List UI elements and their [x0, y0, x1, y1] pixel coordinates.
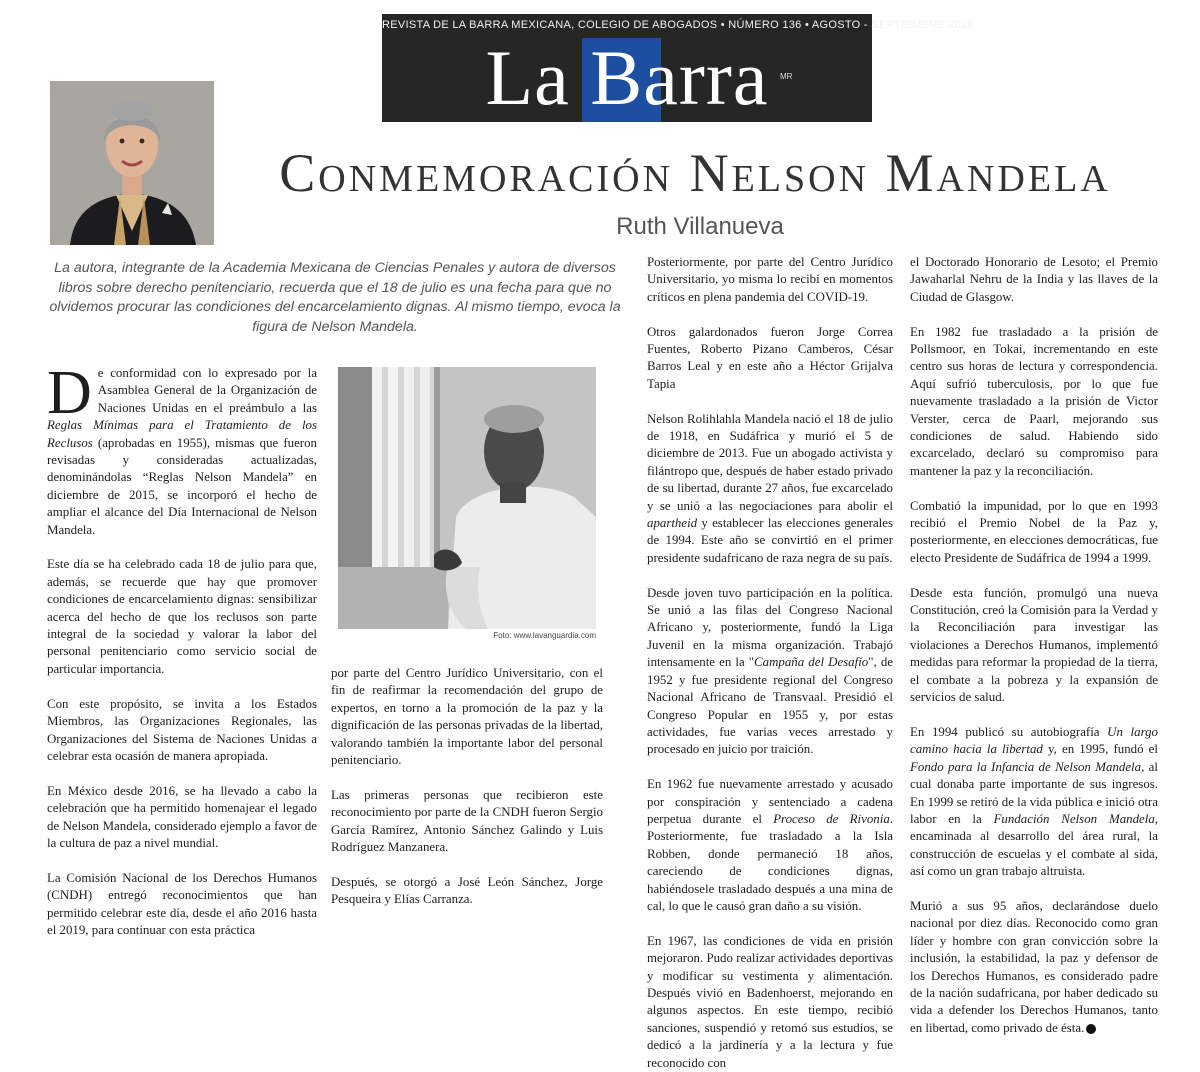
- magazine-logo: La Barra: [485, 34, 769, 121]
- article-title: Conmemoración Nelson Mandela: [279, 143, 1111, 203]
- col4-paragraph-3: Combatió la impunidad, por lo que en 1993 recibió el Premio Nobel de la Paz y, posteriormente, en elecciones democráticas, fue electo Presidente de Sudáfrica de 1994 a 1999.: [910, 498, 1158, 565]
- col3-p5-text-b: . Posteriormente, fue trasladado a la Isla Robben, donde permaneció 18 años, careciendo de condiciones dignas, habiéndosele trasladado después a una mina de cal, lo que le causó gran daño a su visión.: [647, 811, 894, 913]
- trademark-mark: MR: [780, 72, 793, 81]
- col4-p5-italic-2: Fondo para la Infancia de Nelson Mandela: [910, 759, 1142, 774]
- col1-p1-text-a: e conformidad con lo expresado por la Asamblea General de la Organización de Naciones Unidas en el preámbulo a las: [97, 366, 317, 415]
- article-intro: La autora, integrante de la Academia Mexicana de Ciencias Penales y autora de diversos libros sobre derecho penitenciario, recuerda que el 18 de julio es una fecha para que no olvidemos procurar las condiciones del encarcelamiento dignas. Al mismo tiempo, evoca la figura de Nelson Mandela.: [49, 260, 621, 335]
- col3-paragraph-5: [647, 776, 893, 915]
- end-of-article-icon: [1086, 1024, 1096, 1034]
- masthead-issue-line: REVISTA DE LA BARRA MEXICANA, COLEGIO DE ABOGADOS • NÚMERO 136 • AGOSTO - SEPTIEMBRE 2026: [382, 19, 975, 31]
- col1-paragraph-5: La Comisión Nacional de los Derechos Humanos (CNDH) entregó reconocimientos que han permitido celebrar este día, desde el año 2016 hasta el 2019, para continuar con esta práctica: [47, 870, 317, 937]
- col4-p5-text-b: y, en 1995, fundó el: [1042, 742, 1158, 757]
- col2-paragraph-2: Las primeras personas que recibieron este reconocimiento por parte de la CNDH fueron Sergio García Ramírez, Antonio Sánchez Galindo y Luis Rodríguez Manzanera.: [331, 787, 603, 855]
- col1-p1-italic: Reglas Mínimas para el Tratamiento de los Reclusos: [47, 418, 317, 450]
- col2-paragraph-1: por parte del Centro Jurídico Universitario, con el fin de reafirmar la recomendación del grupo de expertos, en torno a la promoción de la paz y la dignificación de las personas privadas de la libertad, valorando también la importante labor del personal penitenciario.: [331, 666, 603, 768]
- col1-paragraph-1: [47, 359, 317, 539]
- col4-p5-italic-1: Un largo camino hacia la libertad: [910, 724, 1159, 757]
- col4-paragraph-1: el Doctorado Honorario de Lesoto; el Premio Jawaharlal Nehru de la India y las llaves de la Ciudad de Glasgow.: [910, 255, 1158, 304]
- col4-p6-text: Murió a sus 95 años, declarándose duelo nacional por diez días. Reconocido como gran líder y hombre con gran convicción sobre la inclusión, la estabilidad, la paz y defensor de los Derechos Humanos, es considerado padre de la nación sudafricana, por haber dedicado su vida a defender los Derechos Humanos, tanto en libertad, como privado de ésta.: [910, 898, 1158, 1035]
- col3-paragraph-4: [647, 585, 893, 759]
- author-photo: [50, 81, 214, 245]
- col3-p5-text-a: En 1962 fue nuevamente arrestado y acusado por conspiración y sentenciado a cadena perpetua durante el: [647, 777, 893, 826]
- article-author: Ruth Villanueva: [616, 213, 784, 240]
- column-2: [331, 665, 603, 909]
- column-4: [910, 254, 1158, 1037]
- col3-paragraph-6: En 1967, las condiciones de vida en prisión mejoraron. Pudo realizar actividades deportivas y modificar su vestimenta y alimentación. Después vivió en Badenhoerst, mejorando en algunos aspectos. En este tiempo, recibió sanciones, suspendió y retomó sus estudios, se dedicó a la jardinería y a la lectura y fue reconocido con: [647, 933, 893, 1070]
- column-1: [47, 359, 317, 939]
- col3-paragraph-3: [647, 411, 893, 568]
- col3-p4-italic: Campaña del Desafío: [754, 655, 869, 670]
- col4-paragraph-4: Desde esta función, promulgó una nueva Constitución, creó la Comisión para la Verdad y la Reconciliación para investigar las violaciones a Derechos Humanos, implementó medidas para reformar la propiedad de la tierra, el combate a la pobreza y la expansión de servicios de salud.: [910, 585, 1158, 705]
- col4-p5-text-a: En 1994 publicó su autobiografía: [910, 724, 1108, 739]
- col3-p4-text-a: Desde joven tuvo participación en la política. Se unió a las filas del Congreso Nacional Africano y, posteriormente, fundó la Liga Juvenil en la misma organización. Trabajó intensamente en la ": [647, 585, 893, 670]
- col1-paragraph-4: En México desde 2016, se ha llevado a cabo la celebración que ha permitido homenajear el legado de Nelson Mandela, considerado ejemplo a favor de la cultura de paz a nivel mundial.: [47, 783, 317, 850]
- col3-p3-italic: apartheid: [647, 516, 698, 531]
- mandela-photo-illustration: [338, 367, 596, 629]
- col3-paragraph-1: Posteriormente, por parte del Centro Jurídico Universitario, yo misma lo recibí en momentos críticos en plena pandemia del COVID-19.: [647, 255, 893, 304]
- col2-paragraph-3: Después, se otorgó a José León Sánchez, Jorge Pesqueira y Elías Carranza.: [331, 874, 603, 907]
- column-3: [647, 254, 893, 1072]
- author-portrait-illustration: [50, 81, 214, 245]
- col4-p5-text-d: encaminada al desarrollo del área rural, la construcción de escuelas y el combate al sida, así como un gran trabajo altruista.: [910, 829, 1158, 879]
- col1-paragraph-2: Este día se ha celebrado cada 18 de julio para que, además, se recuerde que hay que promover condiciones de encarcelamiento dignas: sensibilizar acerca del hecho de que los reclusos son parte integral de la sociedad y valorar la labor del personal penitenciario como servicio social de particular importancia.: [47, 557, 317, 676]
- mandela-photo: [338, 367, 596, 629]
- photo-caption: Foto: www.lavanguardia.com: [493, 631, 596, 640]
- col3-p5-italic: Proceso de Rivonia: [773, 811, 890, 826]
- col4-paragraph-2: En 1982 fue trasladado a la prisión de Pollsmoor, en Tokai, incrementando en este centro sus horas de lectura y correspondencia. Aquí sufrió tuberculosis, por lo que fue nuevamente trasladado a la prisión de Victor Verster, cerca de Paarl, mejorando sus condiciones de salud. Habiendo sido excarcelado, declaró su compromiso para mantener la paz y la reconciliación.: [910, 324, 1158, 478]
- col1-paragraph-3: Con este propósito, se invita a los Estados Miembros, las Organizaciones Regionales, las Organizaciones del Sistema de Naciones Unidas a celebrar esta ocasión de manera apropiada.: [47, 696, 317, 763]
- col3-p3-text-a: Nelson Rolihlahla Mandela nació el 18 de julio de 1918, en Sudáfrica y murió el 5 de diciembre de 2013. Fue un abogado activista y filántropo que, después de haber estado privado de su libertad, durante 27 años, fue excarcelado y se unió a las negociaciones para abolir el: [647, 411, 893, 513]
- drop-cap: D: [47, 359, 92, 427]
- col1-p1-text-b: (aprobadas en 1955), mismas que fueron revisadas y consideradas actualizadas, denominándolas “Reglas Nelson Mandela” en diciembre de 2015, se incorporó el hecho de ampliar el alcance del Día Internacional de Nelson Mandela.: [47, 435, 317, 537]
- col3-paragraph-2: Otros galardonados fueron Jorge Correa Fuentes, Roberto Pizano Camberos, César Barros Leal y en este año a Héctor Grijalva Tapia: [647, 324, 893, 391]
- col4-p5-italic-3: Fundación Nelson Mandela,: [993, 811, 1158, 826]
- col4-p5-text-c: , al cual donaba parte importante de sus ingresos. En 1999 se retiró de la vida pública e inició otra labor en la: [910, 759, 1158, 826]
- masthead: [382, 14, 975, 122]
- col4-paragraph-5: [910, 724, 1158, 881]
- col3-p3-text-b: y establecer las elecciones generales de 1994. Este año se convirtió en el primer presidente sudafricano de raza negra de su país.: [647, 516, 893, 565]
- col3-p4-text-b: ", de 1952 y fue presidente regional del Congreso Nacional Africano de Transvaal. Presidió el Congreso Popular en 1955 y, por estas actividades, fue varias veces arrestado y procesado en juicio por traición.: [647, 655, 893, 757]
- col4-paragraph-6: [910, 898, 1158, 1037]
